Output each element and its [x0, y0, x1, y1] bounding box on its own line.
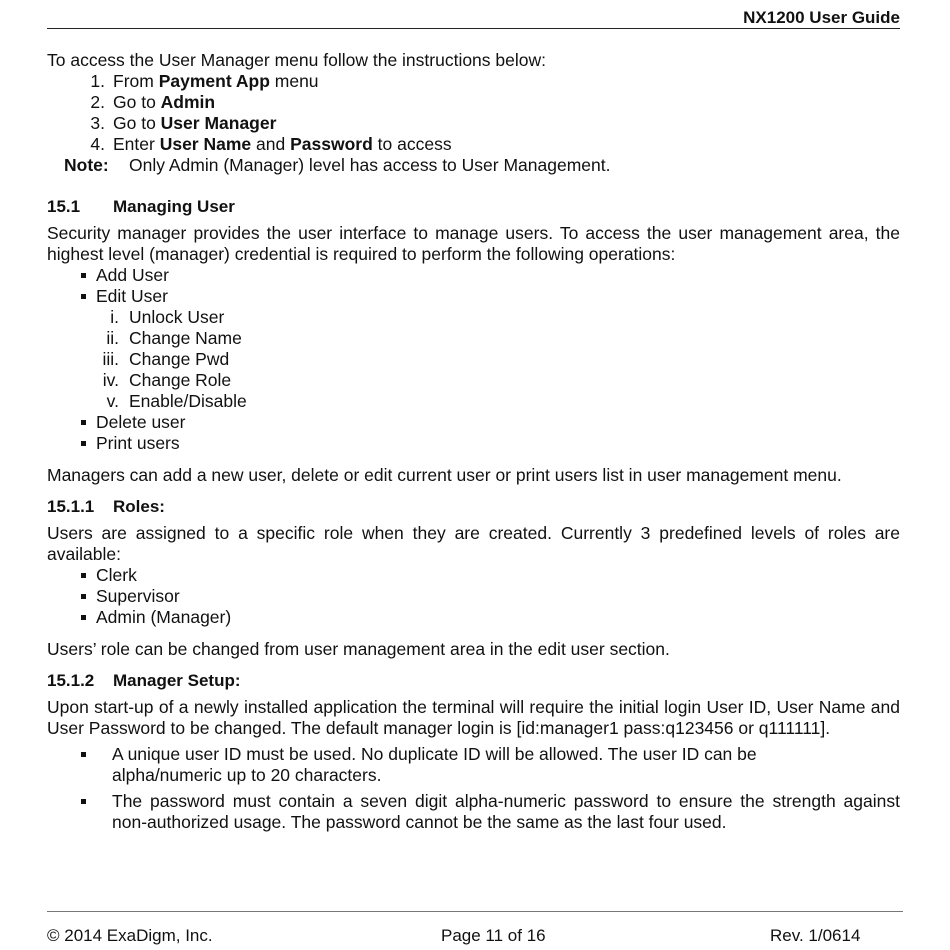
- list-item: A unique user ID must be used. No duplicate ID will be allowed. The user ID can be alpha/numeric up to 20 characters.: [47, 744, 900, 786]
- manager-rules-list: [47, 744, 900, 833]
- section-15-1-1-body: Users are assigned to a specific role when they are created. Currently 3 predefined levels of roles are available:: [47, 523, 900, 564]
- access-steps-list: [47, 71, 900, 155]
- step-item: 3. Go to User Manager: [90, 113, 277, 133]
- section-15-1-summary: Managers can add a new user, delete or edit current user or print users list in user management menu.: [47, 465, 842, 485]
- list-item: iv. Change Role: [102, 370, 232, 390]
- list-item: i. Unlock User: [110, 307, 225, 327]
- step-item: 4. Enter User Name and Password to access: [90, 134, 452, 154]
- list-item: ii. Change Name: [106, 328, 242, 348]
- list-item: iii. Change Pwd: [102, 349, 230, 369]
- intro-text: To access the User Manager menu follow the instructions below:: [47, 50, 546, 70]
- section-heading-15-1-2: 15.1.2 Manager Setup:: [47, 671, 241, 690]
- list-item: Admin (Manager): [47, 607, 900, 628]
- header-divider: [47, 28, 900, 29]
- list-item: The password must contain a seven digit alpha-numeric password to ensure the strength against non-authorized usage. The password cannot be the same as the last four used.: [47, 791, 900, 833]
- list-item: v. Enable/Disable: [106, 391, 247, 411]
- page-header-title: NX1200 User Guide: [743, 8, 900, 27]
- section-heading-15-1: 15.1 Managing User: [47, 197, 235, 216]
- list-item: Edit User: [47, 286, 900, 307]
- footer-copyright: © 2014 ExaDigm, Inc.: [47, 926, 213, 945]
- footer-divider: [47, 911, 903, 912]
- step-item: 1. From Payment App menu: [90, 71, 319, 91]
- list-item: Clerk: [47, 565, 900, 586]
- operations-list-more: [47, 412, 900, 454]
- section-heading-15-1-1: 15.1.1 Roles:: [47, 497, 165, 516]
- list-item: Delete user: [47, 412, 900, 433]
- footer-page-number: Page 11 of 16: [441, 926, 546, 945]
- access-note: Note: Only Admin (Manager) level has access to User Management.: [64, 155, 611, 175]
- section-15-1-2-body: Upon start-up of a newly installed application the terminal will require the initial login User ID, User Name and User Password to be changed. The default manager login is [id:manager1 pass:q123456 or q111111].: [47, 697, 900, 738]
- document-body: [47, 50, 900, 833]
- list-item: Add User: [47, 265, 900, 286]
- list-item: Supervisor: [47, 586, 900, 607]
- step-item: 2. Go to Admin: [90, 92, 216, 112]
- edit-user-sublist: [47, 307, 900, 412]
- section-15-1-1-after: Users’ role can be changed from user management area in the edit user section.: [47, 639, 670, 659]
- footer-revision: Rev. 1/0614: [770, 926, 861, 945]
- list-item: Print users: [47, 433, 900, 454]
- section-15-1-body: Security manager provides the user interface to manage users. To access the user management area, the highest level (manager) credential is required to perform the following operations:: [47, 223, 900, 264]
- roles-list: [47, 565, 900, 628]
- operations-list: [47, 265, 900, 307]
